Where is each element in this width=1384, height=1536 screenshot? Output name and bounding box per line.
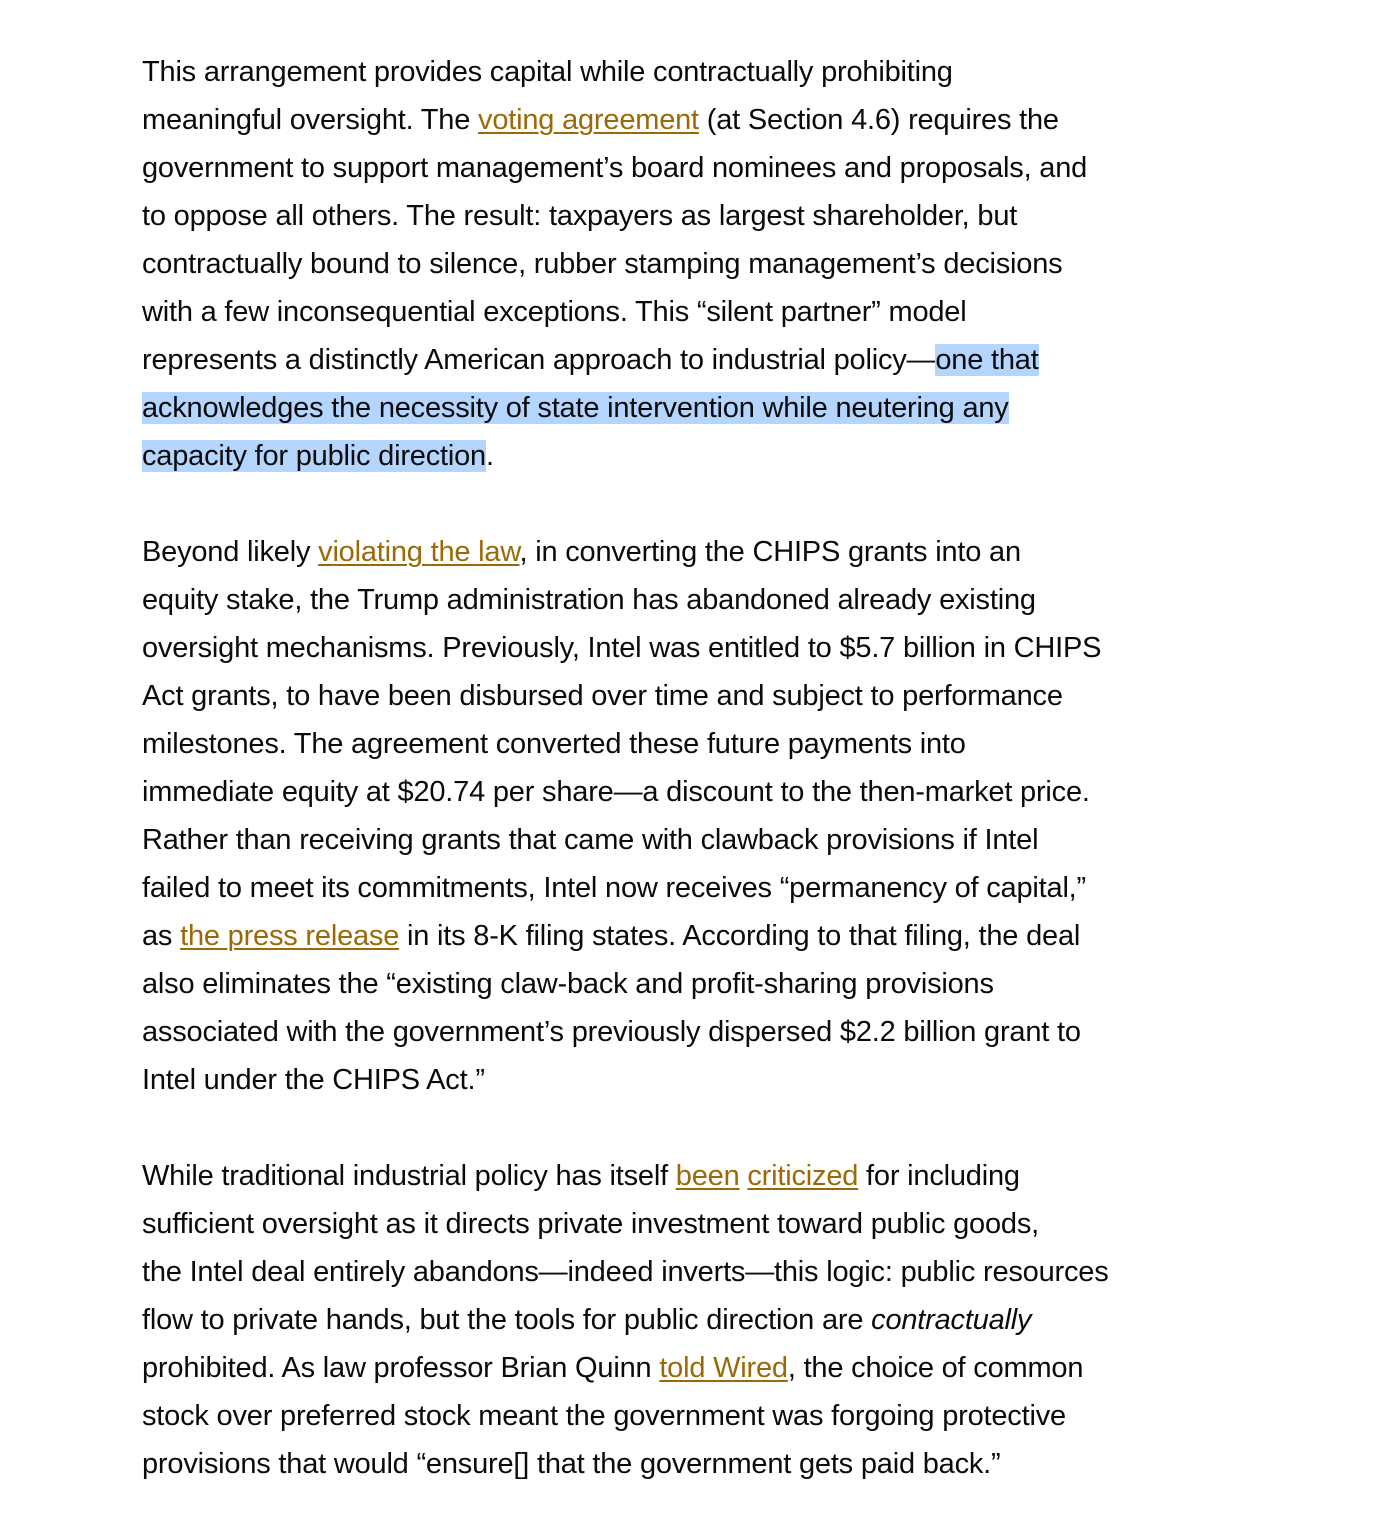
body-text: stock over preferred stock meant the government was forgoing protective xyxy=(142,1400,1066,1432)
inline-link[interactable]: told Wired xyxy=(659,1352,788,1384)
text-line xyxy=(142,576,1282,624)
inline-link[interactable]: criticized xyxy=(747,1160,859,1192)
text-line xyxy=(142,1392,1282,1440)
text-line xyxy=(142,720,1282,768)
body-text: immediate equity at $20.74 per share—a discount to the then-market price. xyxy=(142,776,1090,808)
text-line xyxy=(142,960,1282,1008)
text-line xyxy=(142,1056,1282,1104)
inline-link[interactable]: been xyxy=(675,1160,740,1192)
emphasized-text: contractually xyxy=(871,1304,1032,1336)
body-text: failed to meet its commitments, Intel now receives “permanency of capital,” xyxy=(142,872,1086,904)
text-line xyxy=(142,768,1282,816)
body-text: Rather than receiving grants that came with clawback provisions if Intel xyxy=(142,824,1039,856)
inline-link[interactable]: voting agreement xyxy=(478,104,699,136)
text-line xyxy=(142,384,1282,432)
body-text: equity stake, the Trump administration has abandoned already existing xyxy=(142,584,1036,616)
text-line xyxy=(142,624,1282,672)
body-text: associated with the government’s previously dispersed $2.2 billion grant to xyxy=(142,1016,1081,1048)
body-text: in its 8-K filing states. According to that filing, the deal xyxy=(399,920,1081,952)
article-body xyxy=(142,48,1282,1536)
text-line xyxy=(142,432,1282,480)
text-line xyxy=(142,288,1282,336)
body-text: also eliminates the “existing claw-back and profit-sharing provisions xyxy=(142,968,994,1000)
selected-text[interactable]: one that xyxy=(935,344,1039,376)
body-text: prohibited. As law professor Brian Quinn xyxy=(142,1352,660,1384)
body-text: , the choice of common xyxy=(787,1352,1084,1384)
text-line xyxy=(142,144,1282,192)
body-text: Beyond likely xyxy=(142,536,319,568)
body-text: meaningful oversight. The xyxy=(142,104,479,136)
body-text: as xyxy=(142,920,181,952)
body-text: Act grants, to have been disbursed over time and subject to performance xyxy=(142,680,1063,712)
inline-link[interactable]: violating the law xyxy=(318,536,520,568)
text-line xyxy=(142,192,1282,240)
text-line xyxy=(142,1008,1282,1056)
text-line xyxy=(142,48,1282,96)
body-text: , in converting the CHIPS grants into an xyxy=(519,536,1021,568)
text-line xyxy=(142,336,1282,384)
body-text: flow to private hands, but the tools for public direction are xyxy=(142,1304,872,1336)
text-line xyxy=(142,1200,1282,1248)
text-line xyxy=(142,672,1282,720)
paragraph xyxy=(142,528,1282,1104)
paragraph xyxy=(142,48,1282,480)
text-line xyxy=(142,864,1282,912)
body-text: with a few inconsequential exceptions. This “silent partner” model xyxy=(142,296,967,328)
body-text: sufficient oversight as it directs private investment toward public goods, xyxy=(142,1208,1040,1240)
body-text: milestones. The agreement converted these future payments into xyxy=(142,728,966,760)
text-line xyxy=(142,1152,1282,1200)
body-text: for including xyxy=(858,1160,1020,1192)
text-line xyxy=(142,96,1282,144)
selected-text[interactable]: acknowledges the necessity of state intervention while neutering any xyxy=(142,392,1009,424)
body-text: to oppose all others. The result: taxpayers as largest shareholder, but xyxy=(142,200,1018,232)
body-text: This arrangement provides capital while contractually prohibiting xyxy=(142,56,953,88)
text-line xyxy=(142,1344,1282,1392)
body-text: . xyxy=(485,440,494,472)
body-text: While traditional industrial policy has itself xyxy=(142,1160,676,1192)
body-text: the Intel deal entirely abandons—indeed inverts—this logic: public resources xyxy=(142,1256,1109,1288)
text-line xyxy=(142,816,1282,864)
body-text: represents a distinctly American approach to industrial policy— xyxy=(142,344,936,376)
inline-link[interactable]: the press release xyxy=(180,920,400,952)
body-text: oversight mechanisms. Previously, Intel was entitled to $5.7 billion in CHIPS xyxy=(142,632,1102,664)
selected-text[interactable]: capacity for public direction xyxy=(142,440,486,472)
body-text: provisions that would “ensure[] that the government gets paid back.” xyxy=(142,1448,1001,1480)
body-text: government to support management’s board nominees and proposals, and xyxy=(142,152,1088,184)
body-text: (at Section 4.6) requires the xyxy=(698,104,1059,136)
text-line xyxy=(142,912,1282,960)
text-line xyxy=(142,240,1282,288)
text-line xyxy=(142,1296,1282,1344)
text-line xyxy=(142,528,1282,576)
text-line xyxy=(142,1440,1282,1488)
body-text: Intel under the CHIPS Act.” xyxy=(142,1064,485,1096)
paragraph xyxy=(142,1152,1282,1488)
text-line xyxy=(142,1248,1282,1296)
body-text: contractually bound to silence, rubber stamping management’s decisions xyxy=(142,248,1063,280)
